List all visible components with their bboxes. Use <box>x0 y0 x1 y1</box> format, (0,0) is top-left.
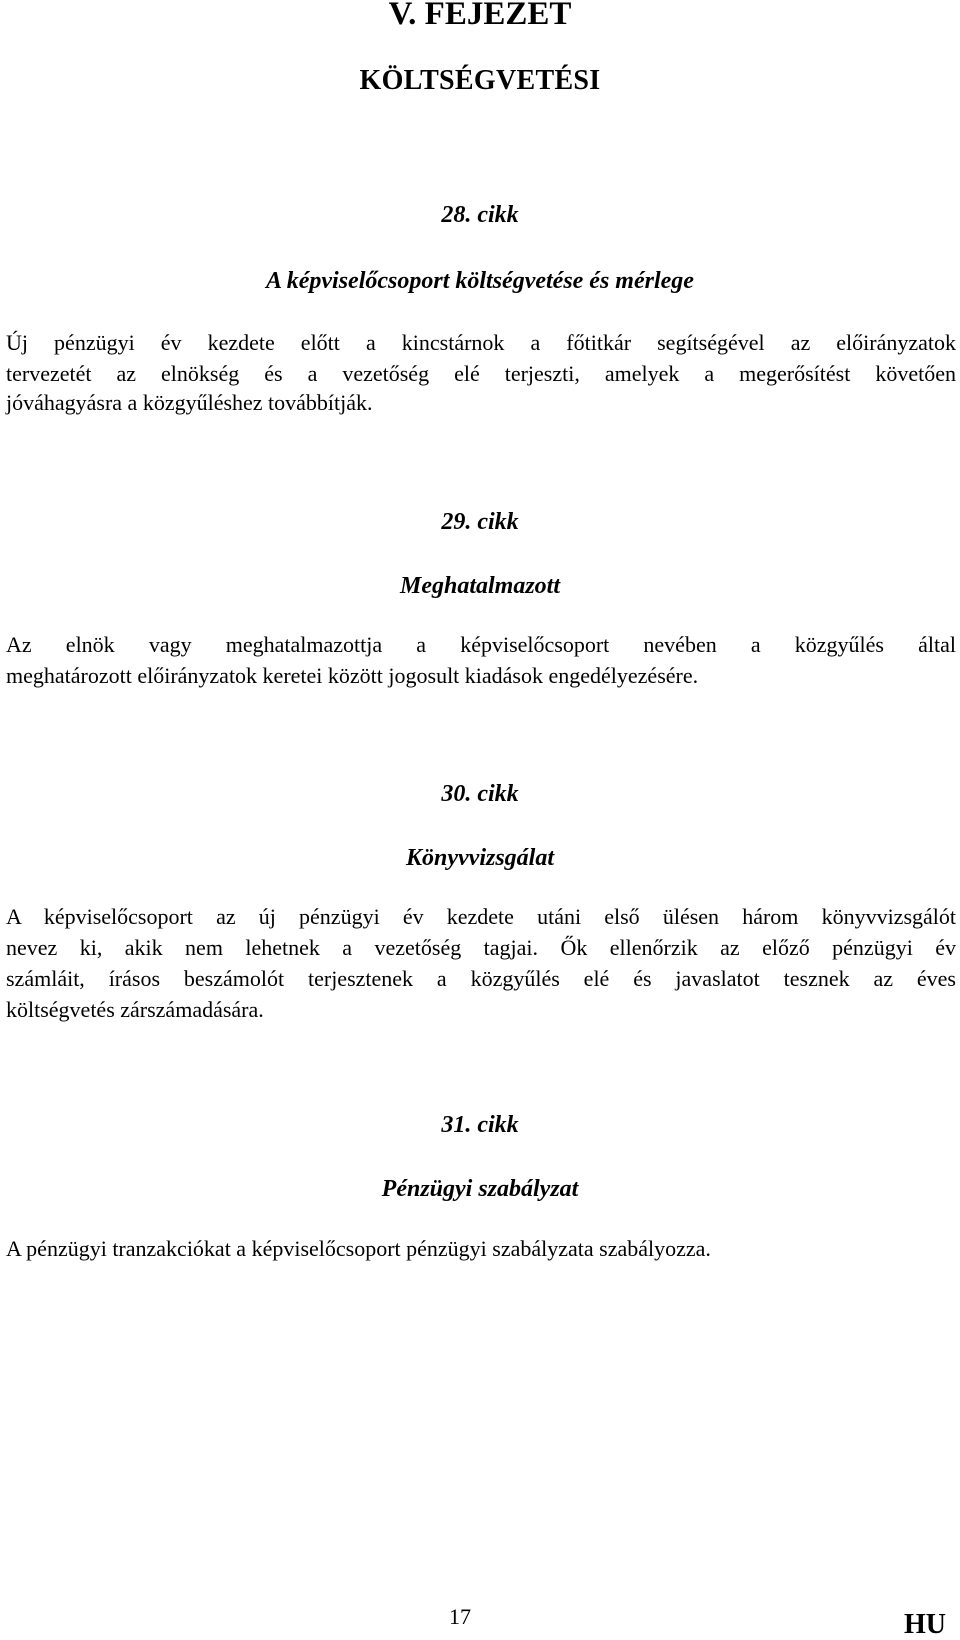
paragraph-line: nevez ki, akik nem lehetnek a vezetőség tagjai. Ők ellenőrzik az előző pénzügyi év <box>6 935 956 960</box>
article-title: Pénzügyi szabályzat <box>381 1176 579 1202</box>
paragraph-line: jóváhagyásra a közgyűléshez továbbítják. <box>6 390 373 415</box>
language-code: HU <box>904 1609 946 1640</box>
paragraph-line: költségvetés zárszámadására. <box>6 997 264 1022</box>
paragraph-line: számláit, írásos beszámolót terjesztenek a közgyűlés elé és javaslatot tesznek az éves <box>6 966 956 991</box>
paragraph-line: A pénzügyi tranzakciókat a képviselőcsoport pénzügyi szabályzata szabályozza. <box>6 1236 711 1261</box>
article-number: 29. cikk <box>441 509 519 535</box>
article-number: 31. cikk <box>441 1112 519 1138</box>
article-title: A képviselőcsoport költségvetése és mérlege <box>266 268 694 294</box>
article-number: 28. cikk <box>441 202 519 228</box>
paragraph-line: A képviselőcsoport az új pénzügyi év kezdete utáni első ülésen három könyvvizsgálót <box>6 904 956 929</box>
chapter-subtitle: KÖLTSÉGVETÉSI <box>359 65 601 96</box>
article-number: 30. cikk <box>441 781 519 807</box>
paragraph-line: Új pénzügyi év kezdete előtt a kincstárnok a főtitkár segítségével az előirányzatok <box>6 330 956 355</box>
paragraph-line: Az elnök vagy meghatalmazottja a képviselőcsoport nevében a közgyűlés által <box>6 632 956 657</box>
chapter-title: V. FEJEZET <box>388 0 572 32</box>
paragraph-line: meghatározott előirányzatok keretei között jogosult kiadások engedélyezésére. <box>6 663 699 688</box>
article-title: Könyvvizsgálat <box>406 845 554 871</box>
paragraph-line: tervezetét az elnökség és a vezetőség elé terjeszti, amelyek a megerősítést követően <box>6 361 956 386</box>
article-title: Meghatalmazott <box>399 573 561 599</box>
page-number: 17 <box>449 1604 471 1629</box>
